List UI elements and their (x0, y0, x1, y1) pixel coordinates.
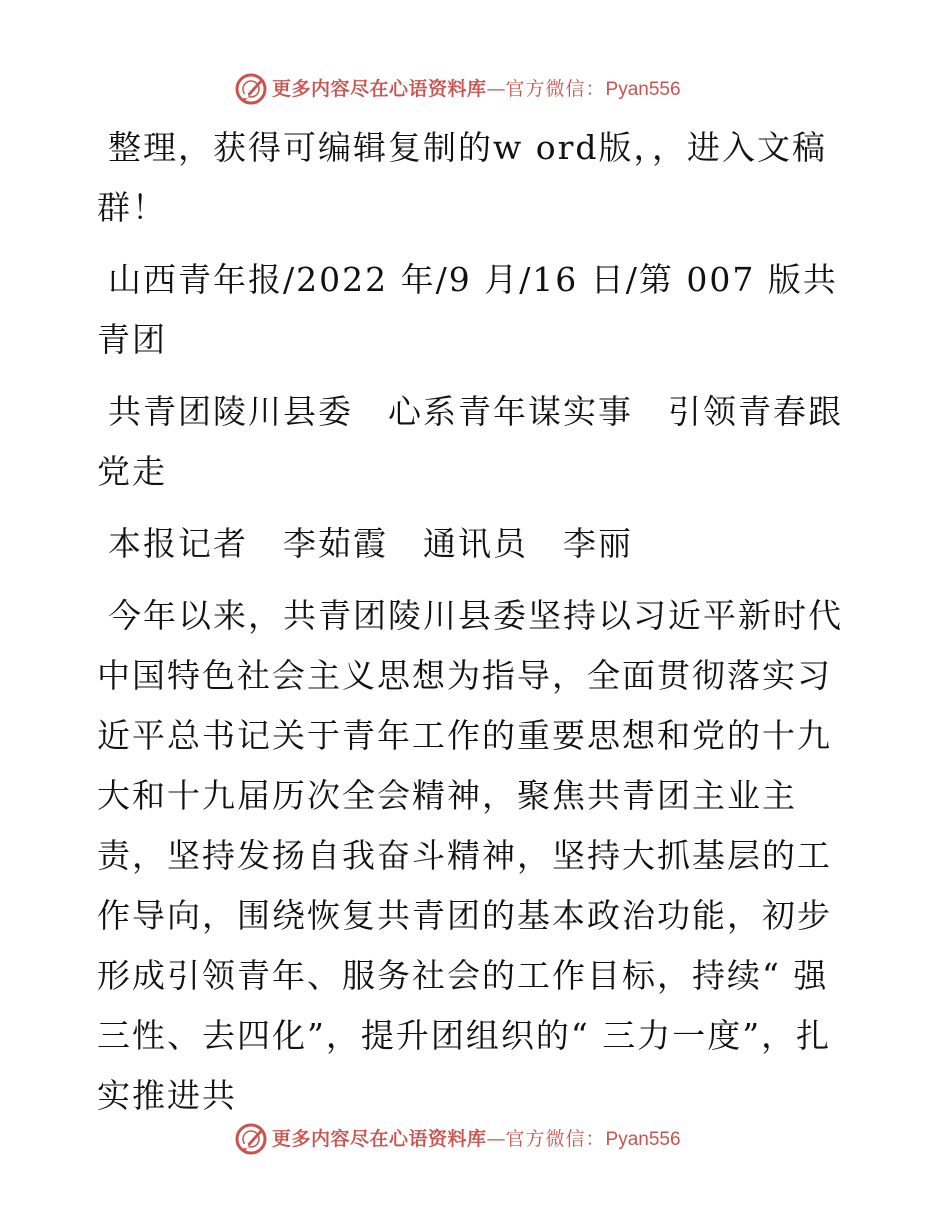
pen-logo-icon (234, 1122, 268, 1156)
banner-wechat-id: Pyan556 (605, 79, 681, 100)
article-byline: 本报记者 李茹霞 通讯员 李丽 (108, 524, 633, 563)
banner-wechat-id: Pyan556 (605, 1129, 681, 1150)
footer-banner-text (272, 1127, 681, 1152)
footer-banner (0, 1120, 950, 1160)
paragraph-intro: 整理，获得可编辑复制的w ord版，，进入文稿群！ (97, 128, 828, 227)
document-body (97, 118, 853, 1138)
pen-logo-icon (234, 72, 268, 106)
header-banner (0, 70, 950, 110)
header-banner-text (272, 77, 681, 102)
banner-slogan: 更多内容尽在心语资料库 (272, 78, 487, 100)
banner-dash: — (486, 78, 506, 100)
article-paragraph: 今年以来，共青团陵川县委坚持以习近平新时代中国特色社会主义思想为指导，全面贯彻落实习近平总书记关于青年工作的重要思想和党的十九大和十九届历次全会精神，聚焦共青团主业主责，坚持发扬自我奋斗精神，坚持大抓基层的工作导向，围绕恢复共青团的基本政治功能，初步形成引领青年、服务社会的工作目标，持续“ 强三性、去四化”，提升团组织的“ 三力一度”，扎实推进共 (97, 596, 843, 1115)
paragraph-source: 山西青年报/2022 年/9 月/16 日/第 007 版共青团 (97, 260, 838, 359)
banner-slogan: 更多内容尽在心语资料库 (272, 1128, 487, 1150)
banner-wechat-label: 官方微信： (505, 1128, 606, 1150)
article-title: 共青团陵川县委 心系青年谋实事 引领青春跟党走 (97, 392, 843, 491)
banner-dash: — (486, 1128, 506, 1150)
banner-wechat-label: 官方微信： (505, 78, 606, 100)
